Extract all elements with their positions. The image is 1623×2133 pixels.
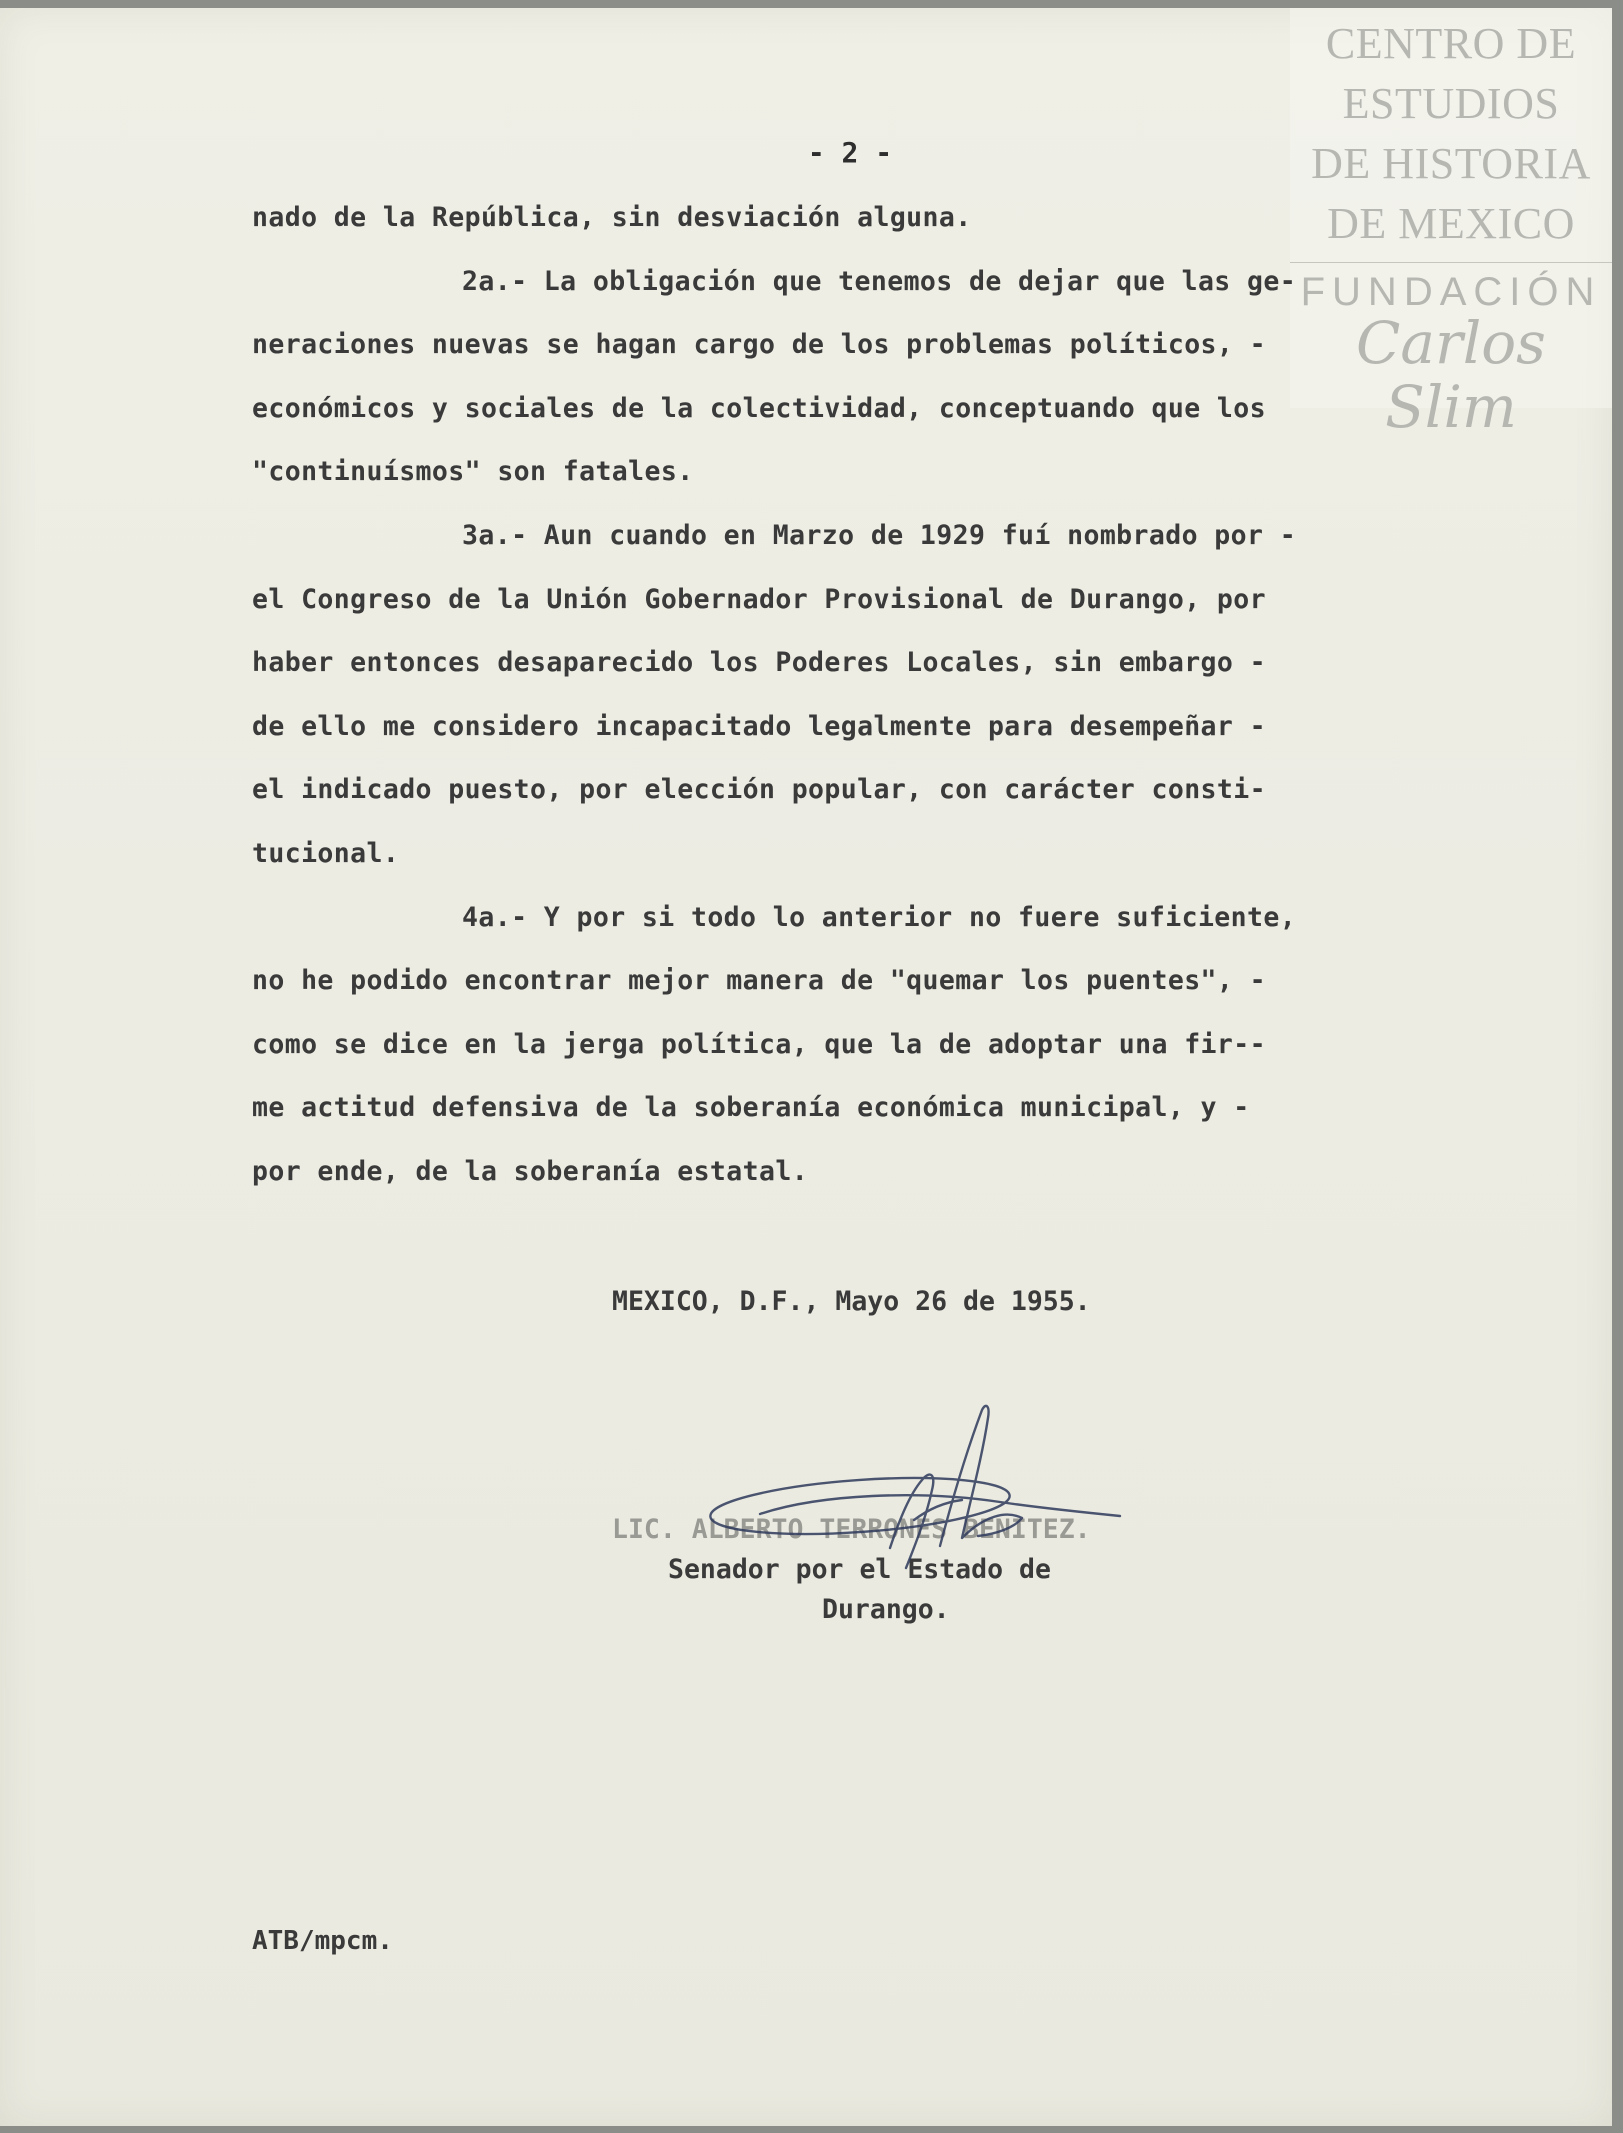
body-line: como se dice en la jerga política, que la de adoptar una fir-- [252, 1028, 1266, 1060]
body-line: haber entonces desaparecido los Poderes Locales, sin embargo - [252, 647, 1266, 679]
watermark-line: ESTUDIOS [1342, 79, 1560, 128]
body-line: económicos y sociales de la colectividad, conceptuando que los [252, 392, 1266, 424]
signer-state: Durango. [822, 1594, 950, 1625]
watermark-line: CENTRO DE [1325, 19, 1577, 68]
body-line: tucional. [252, 837, 400, 869]
body-line: 4a.- Y por si todo lo anterior no fuere suficiente, [462, 901, 1297, 933]
body-line: me actitud defensiva de la soberanía económica municipal, y - [252, 1092, 1250, 1124]
watermark-line: DE HISTORIA [1311, 139, 1591, 188]
signer-title: Senador por el Estado de [668, 1554, 1051, 1585]
body-line: 3a.- Aun cuando en Marzo de 1929 fuí nombrado por - [462, 519, 1297, 551]
watermark-fundacion: FUNDACIÓN [1300, 270, 1602, 314]
body-line: el Congreso de la Unión Gobernador Provisional de Durango, por [252, 583, 1266, 615]
watermark-line: DE MEXICO [1327, 199, 1575, 248]
letter-body [252, 198, 1442, 1216]
typist-initials: ATB/mpcm. [252, 1926, 393, 1956]
page-number: - 2 - [807, 136, 893, 169]
body-line: 2a.- La obligación que tenemos de dejar que las ge- [462, 265, 1297, 297]
watermark-signature-logo: Carlos Slim [1356, 309, 1546, 441]
body-line: "continuísmos" son fatales. [252, 456, 694, 488]
body-line: nado de la República, sin desviación alguna. [252, 202, 972, 233]
body-line: de ello me considero incapacitado legalmente para desempeñar - [252, 710, 1266, 742]
date-line: MEXICO, D.F., Mayo 26 de 1955. [612, 1286, 1091, 1317]
body-line: el indicado puesto, por elección popular, con carácter consti- [252, 774, 1266, 806]
signer-name: LIC. ALBERTO TERRONES BENITEZ. [612, 1514, 1091, 1545]
body-line: no he podido encontrar mejor manera de "quemar los puentes", - [252, 965, 1266, 997]
body-line: neraciones nuevas se hagan cargo de los problemas políticos, - [252, 329, 1266, 361]
body-line: por ende, de la soberanía estatal. [252, 1155, 809, 1187]
handwritten-signature [700, 1398, 1140, 1578]
document-page [0, 8, 1612, 2126]
